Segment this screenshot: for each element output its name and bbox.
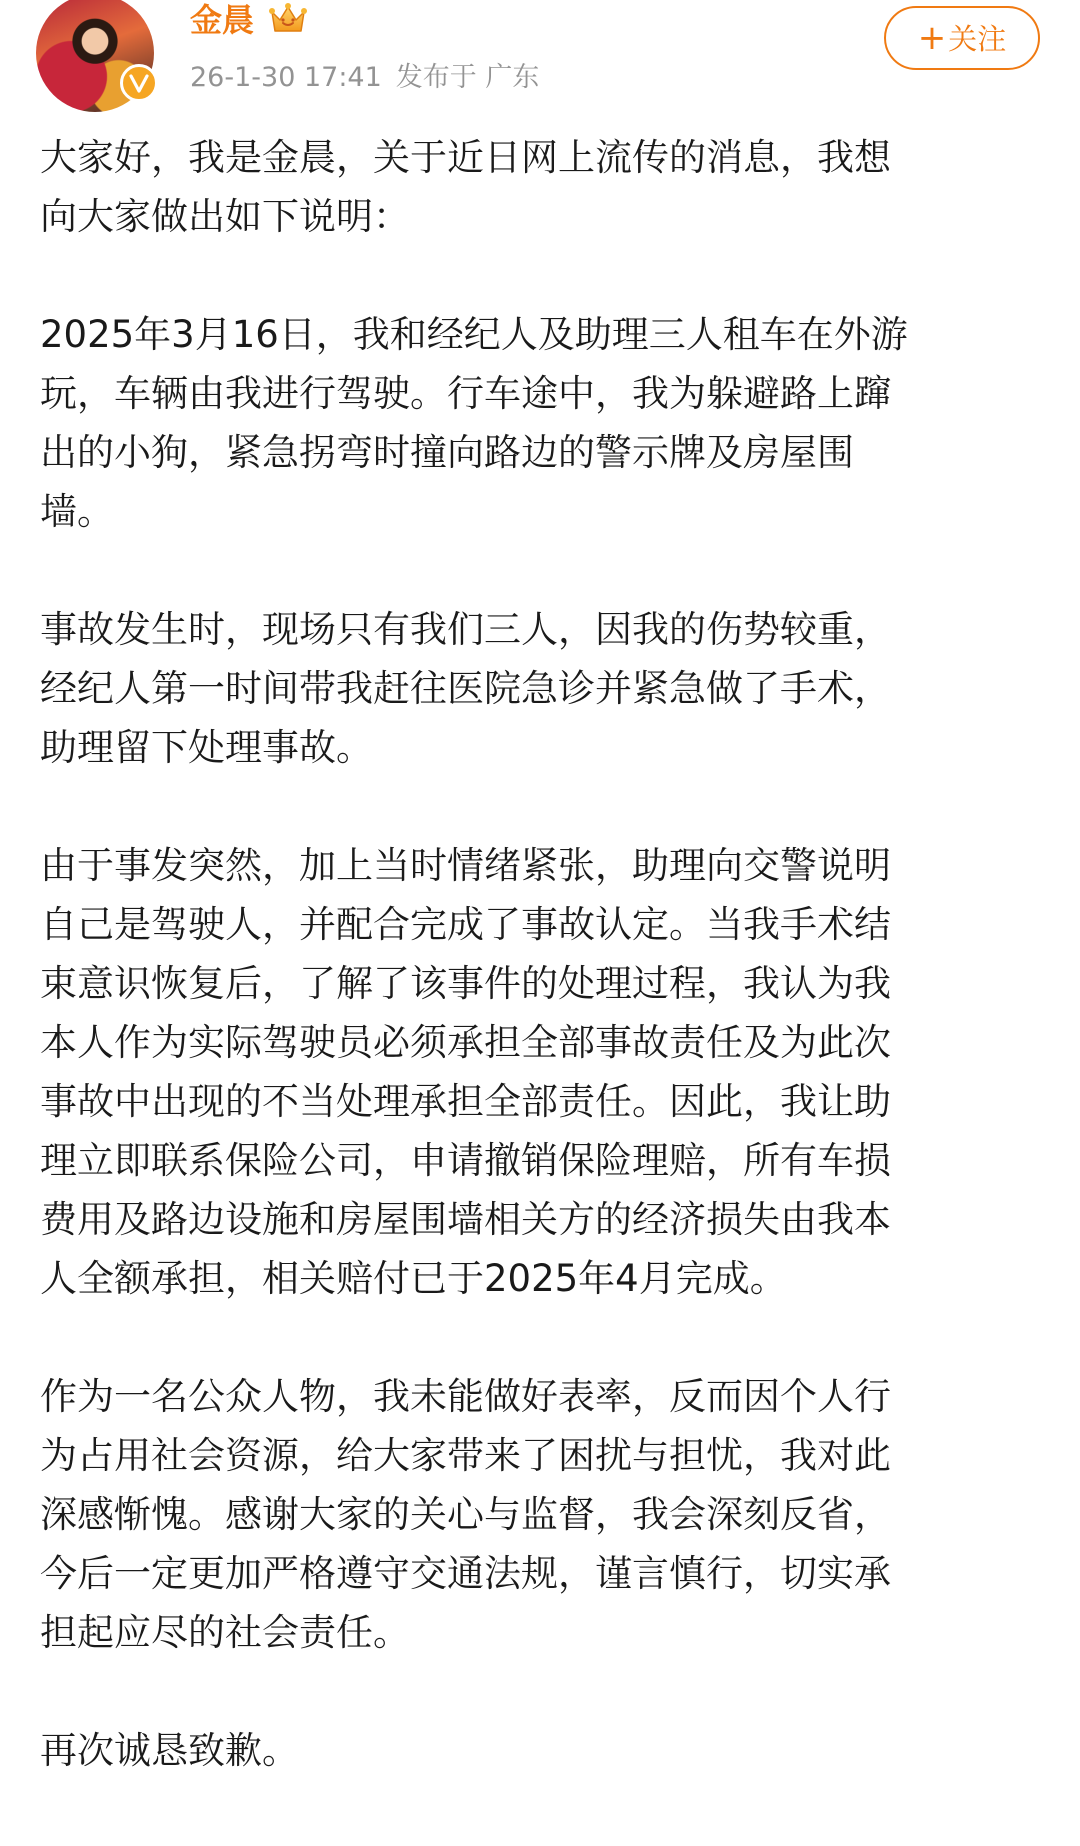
crown-icon[interactable]	[268, 2, 308, 36]
follow-button[interactable]	[884, 6, 1040, 70]
post-body	[40, 128, 1030, 1839]
text-line: 今后一定更加严格遵守交通法规，谨言慎行，切实承	[40, 1552, 891, 1595]
text-line: 费用及路边设施和房屋围墙相关方的经济损失由我本	[40, 1198, 891, 1241]
text-line: 助理留下处理事故。	[40, 726, 373, 769]
text-line: 由于事发突然，加上当时情绪紧张，助理向交警说明	[40, 844, 891, 887]
post-meta	[190, 60, 539, 96]
avatar[interactable]	[36, 0, 154, 112]
text-line: 理立即联系保险公司，申请撤销保险理赔，所有车损	[40, 1139, 891, 1182]
post-paragraph	[40, 600, 1030, 777]
text-line: 再次诚恳致歉。	[40, 1729, 299, 1772]
text-line: 束意识恢复后，了解了该事件的处理过程，我认为我	[40, 962, 891, 1005]
text-line: 墙。	[40, 490, 114, 533]
post-location: 发布于 广东	[395, 62, 540, 93]
follow-label: 关注	[948, 22, 1007, 56]
post-paragraph	[40, 128, 1030, 246]
text-line: 自己是驾驶人，并配合完成了事故认定。当我手术结	[40, 903, 891, 946]
post-time: 26-1-30 17:41	[190, 62, 382, 93]
text-line: 深感惭愧。感谢大家的关心与监督，我会深刻反省，	[40, 1493, 891, 1536]
post-paragraph	[40, 305, 1030, 541]
plus-icon: +	[917, 18, 947, 58]
post-paragraph	[40, 836, 1030, 1308]
text-line: 担起应尽的社会责任。	[40, 1611, 410, 1654]
post-paragraph	[40, 1721, 1030, 1780]
post-header	[0, 0, 1080, 130]
text-line: 为占用社会资源，给大家带来了困扰与担忧，我对此	[40, 1434, 891, 1477]
text-line: 本人作为实际驾驶员必须承担全部事故责任及为此次	[40, 1021, 891, 1064]
text-line: 大家好，我是金晨，关于近日网上流传的消息，我想	[40, 136, 891, 179]
text-line: 出的小狗，紧急拐弯时撞向路边的警示牌及房屋围	[40, 431, 854, 474]
text-line: 事故发生时，现场只有我们三人，因我的伤势较重，	[40, 608, 891, 651]
text-line: 向大家做出如下说明：	[40, 195, 410, 238]
text-line: 人全额承担，相关赔付已于2025年4月完成。	[40, 1257, 787, 1300]
verified-badge-icon	[120, 64, 158, 102]
user-name[interactable]: 金晨	[190, 1, 255, 39]
text-line: 事故中出现的不当处理承担全部责任。因此，我让助	[40, 1080, 891, 1123]
text-line: 玩，车辆由我进行驾驶。行车途中，我为躲避路上蹿	[40, 372, 891, 415]
text-line: 经纪人第一时间带我赶往医院急诊并紧急做了手术，	[40, 667, 891, 710]
text-line: 作为一名公众人物，我未能做好表率，反而因个人行	[40, 1375, 891, 1418]
post-paragraph	[40, 1367, 1030, 1662]
text-line: 2025年3月16日，我和经纪人及助理三人租车在外游	[40, 313, 908, 356]
